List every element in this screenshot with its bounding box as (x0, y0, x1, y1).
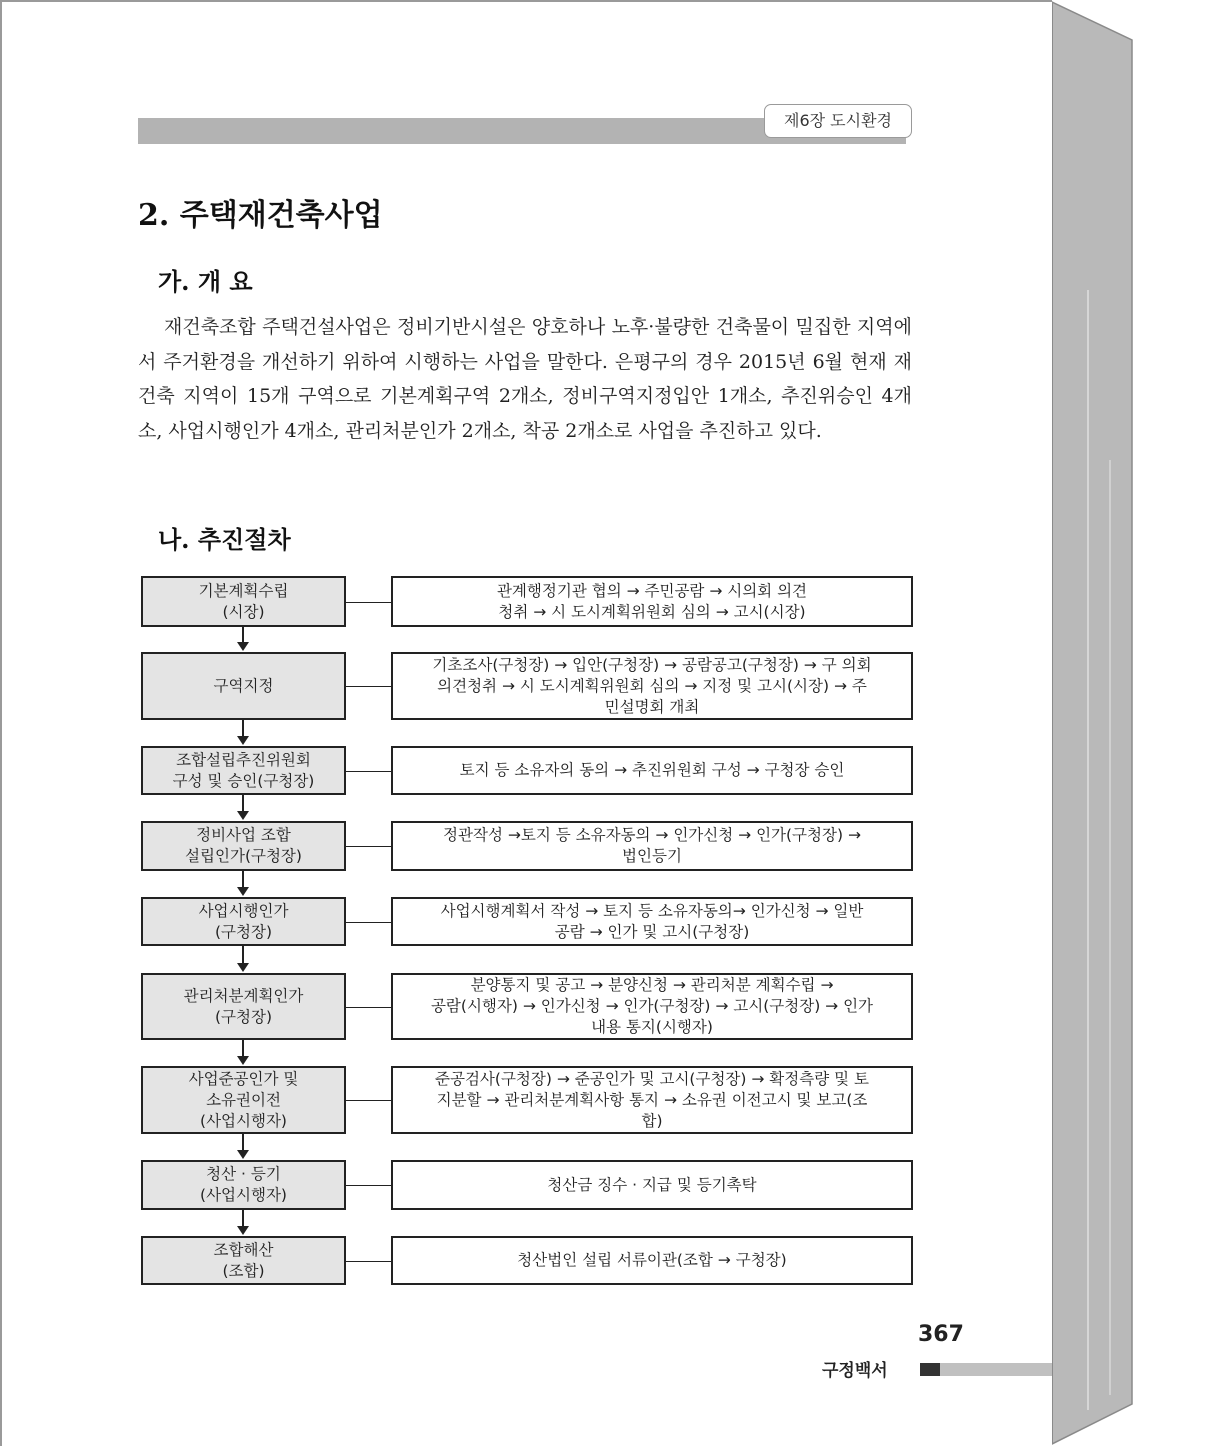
step-box (141, 821, 346, 871)
flow-arrow-head-icon (237, 1150, 249, 1159)
step-detail-line: 기초조사(구청장) → 입안(구청장) → 공람공고(구청장) → 구 의회 (432, 655, 872, 674)
step-box (141, 897, 346, 946)
step-detail-line: 준공검사(구청장) → 준공인가 및 고시(구청장) → 확정측량 및 토 (435, 1069, 869, 1088)
step-label-line: 소유권이전 (206, 1090, 281, 1109)
step-connector-line (346, 602, 391, 603)
step-label-line: 구역지정 (213, 676, 274, 695)
step-connector-line (346, 922, 391, 923)
flow-arrow-head-icon (237, 736, 249, 745)
step-label-line: 조합해산 (213, 1240, 274, 1259)
step-detail-line: 청취 → 시 도시계획위원회 심의 → 고시(시장) (498, 602, 806, 621)
step-box (141, 1236, 346, 1285)
overview-heading: 가. 개 요 (158, 267, 253, 296)
step-detail-line: 의견청취 → 시 도시계획위원회 심의 → 지정 및 고시(시장) → 주 (437, 676, 867, 695)
flow-arrow-line (242, 1134, 244, 1151)
flow-arrow-line (242, 1040, 244, 1057)
step-label-line: (조합) (222, 1261, 265, 1280)
flow-arrow-head-icon (237, 887, 249, 896)
step-label-line: 정비사업 조합 (196, 826, 291, 844)
procedure-heading: 나. 추진절차 (158, 525, 291, 554)
book-title: 구정백서 (822, 1361, 888, 1381)
step-label-line: 구성 및 승인(구청장) (172, 771, 315, 790)
step-label-line: 설립인가(구청장) (185, 847, 302, 865)
step-detail-line: 내용 통지(시행자) (591, 1018, 713, 1036)
flow-arrow-line (242, 871, 244, 888)
step-detail-line: 지분할 → 관리처분계획사항 통지 → 소유권 이전고시 및 보고(조 (436, 1090, 868, 1109)
step-detail-line: 정관작성 →토지 등 소유자동의 → 인가신청 → 인가(구청장) → (443, 826, 861, 844)
step-label-line: (시장) (222, 602, 265, 621)
step-box (141, 746, 346, 795)
step-label-line: 사업시행인가 (198, 901, 289, 920)
step-label-line: 관리처분계획인가 (183, 986, 304, 1005)
step-detail-line: 법인등기 (622, 847, 682, 865)
step-detail-box (391, 973, 913, 1040)
step-box (141, 1066, 346, 1134)
step-label-line: 기본계획수립 (198, 581, 289, 600)
step-detail-line: 공람 → 인가 및 고시(구청장) (554, 922, 750, 941)
step-detail-line: 사업시행계획서 작성 → 토지 등 소유자동의→ 인가신청 → 일반 (440, 901, 864, 920)
flow-arrow-line (242, 627, 244, 643)
footer-bar-light (940, 1363, 1052, 1376)
step-detail-line: 관계행정기관 협의 → 주민공람 → 시의회 의견 (496, 581, 808, 600)
step-label-line: (구청장) (214, 922, 272, 941)
step-detail-box (391, 1066, 913, 1134)
step-label-line: (구청장) (214, 1007, 272, 1026)
flow-arrow-line (242, 1210, 244, 1227)
step-connector-line (346, 1100, 391, 1101)
step-connector-line (346, 1007, 391, 1008)
step-connector-line (346, 686, 391, 687)
step-box (141, 1160, 346, 1210)
step-box (141, 576, 346, 627)
step-label-line: 사업준공인가 및 (188, 1069, 299, 1088)
flow-arrow-head-icon (237, 963, 249, 972)
step-detail-box (391, 821, 913, 871)
step-label-line: 청산 · 등기 (206, 1165, 281, 1183)
page-number: 367 (918, 1322, 964, 1347)
step-detail-line: 청산금 징수 · 지급 및 등기촉탁 (547, 1175, 757, 1194)
step-box (141, 652, 346, 720)
step-detail-line: 토지 등 소유자의 동의 → 추진위원회 구성 → 구청장 승인 (459, 761, 845, 779)
step-connector-line (346, 1185, 391, 1186)
step-detail-box (391, 897, 913, 946)
flow-arrow-line (242, 795, 244, 812)
step-box (141, 973, 346, 1040)
flow-arrow-line (242, 946, 244, 964)
overview-paragraph: 재건축조합 주택건설사업은 정비기반시설은 양호하나 노후·불량한 건축물이 밀집한 지역에서 주거환경을 개선하기 위하여 시행하는 사업을 말한다. 은평구의 경우 2015년 6월 현재 재건축 지역이 15개 구역으로 기본계획구역 2개소, 정비구역지정입안 1개소, 추진위승인 4개소, 사업시행인가 4개소, 관리처분인가 2개소, 착공 2개소로 사업을 추진하고 있다. (138, 316, 912, 442)
step-detail-box (391, 1160, 913, 1210)
step-detail-box (391, 1236, 913, 1285)
step-detail-box (391, 746, 913, 795)
flow-arrow-head-icon (237, 642, 249, 651)
step-label-line: (사업시행자) (200, 1111, 287, 1130)
step-detail-box (391, 576, 913, 627)
step-connector-line (346, 846, 391, 847)
step-detail-box (391, 652, 913, 720)
footer-bar-dark (920, 1363, 940, 1376)
step-detail-line: 민설명회 개최 (604, 697, 700, 716)
section-title: 2. 주택재건축사업 (138, 198, 383, 233)
step-detail-line: 합) (641, 1111, 663, 1130)
step-label-line: (사업시행자) (200, 1186, 287, 1204)
step-detail-line: 청산법인 설립 서류이관(조합 → 구청장) (517, 1251, 787, 1269)
book-side-edge (1052, 0, 1215, 1446)
flow-arrow-head-icon (237, 811, 249, 820)
step-detail-line: 공람(시행자) → 인가신청 → 인가(구청장) → 고시(구청장) → 인가 (430, 997, 874, 1015)
step-detail-line: 분양통지 및 공고 → 분양신청 → 관리처분 계획수립 → (470, 976, 834, 994)
chapter-tab: 제6장 도시환경 (764, 104, 912, 138)
step-connector-line (346, 771, 391, 772)
step-connector-line (346, 1261, 391, 1262)
flow-arrow-head-icon (237, 1056, 249, 1065)
step-label-line: 조합설립추진위원회 (176, 750, 311, 769)
flow-arrow-head-icon (237, 1226, 249, 1235)
flow-arrow-line (242, 720, 244, 737)
